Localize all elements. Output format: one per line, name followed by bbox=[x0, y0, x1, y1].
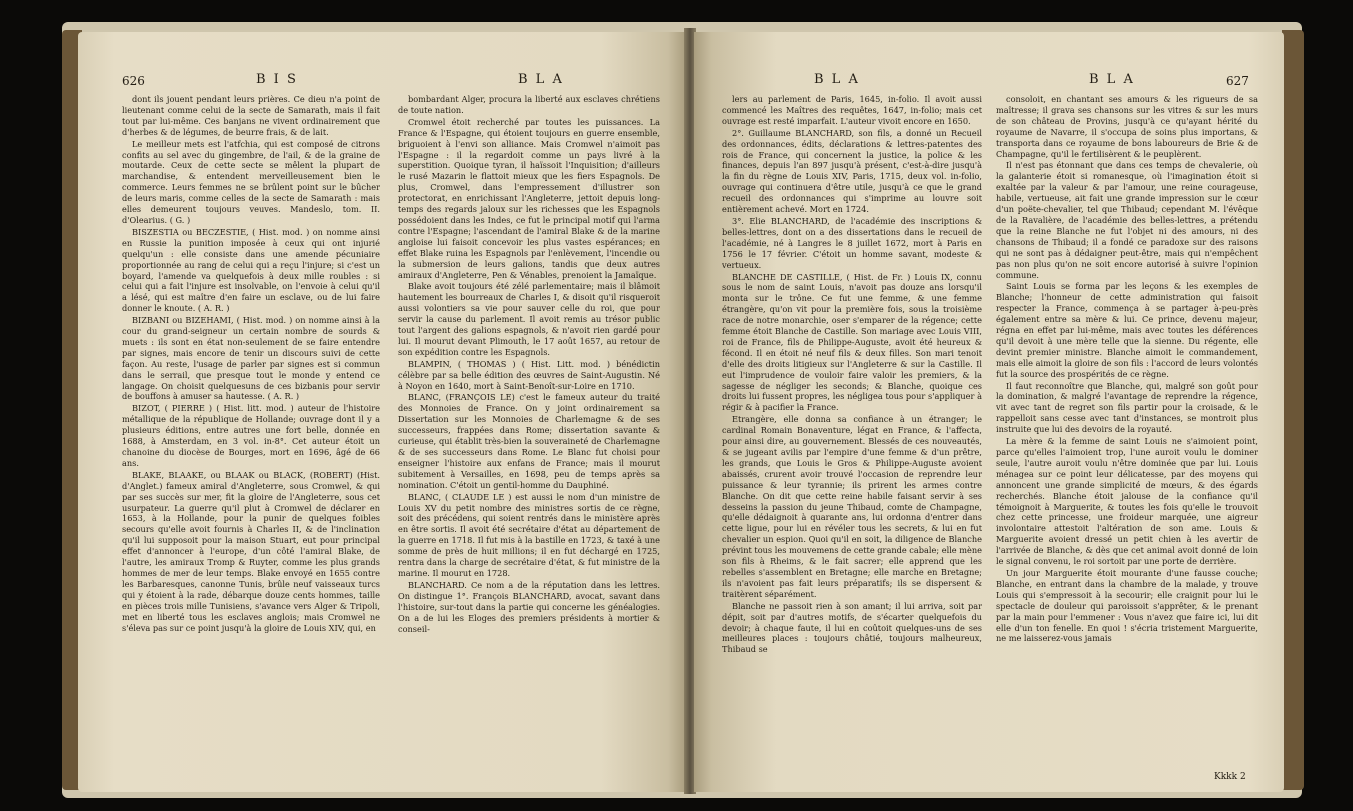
page-number-right: 627 bbox=[1226, 74, 1249, 88]
paragraph: BIZOT, ( PIERRE ) ( Hist. litt. mod. ) auteur de l'histoire métallique de la république de Hollande; ouvrage dont il y a plusieurs éditions, entre autres une fort belle, donnée en 1688, à Amsterdam, en 3 vol. in-8°. Cet auteur étoit un chanoine du diocèse de Bourges, mort en 1696, âgé de 66 ans. bbox=[122, 403, 380, 468]
running-head-left-1: B I S bbox=[256, 72, 298, 87]
left-page-column-1 bbox=[122, 94, 380, 784]
book-cover-right bbox=[1282, 30, 1304, 790]
right-page-column-1 bbox=[722, 94, 982, 784]
paragraph: Un jour Marguerite étoit mourante d'une fausse couche; Blanche, en entrant dans la chambre de la malade, y trouve Louis qui s'empressoit à la secourir; elle craignit pour lui le spectacle de douleur qui paroissoit s'apprêter, & le prenant par la main pour l'emmener : Vous n'avez que faire ici, lui dit elle d'un ton fenelle. En quoi ! s'écria tristement Marguerite, ne me laisserez-vous jamais bbox=[996, 567, 1258, 644]
paragraph: BLAKE, BLAAKE, ou BLAAK ou BLACK, (ROBERT) (Hist. d'Anglet.) fameux amiral d'Angleterre, sous Cromwel, & qui par ses succès sur mer, fit la gloire de l'Angleterre, sous cet usurpateur. La guerre qu'il plut à Cromwel de déclarer en 1653, à la Hollande, pour la punir de quelques foibles secours qu'elle avoit fournis à Charles II, & de l'inclination qu'il lui supposoit pour la maison Stuart, eut pour principal effet d'annoncer à l'europe, d'un côté l'amiral Blake, de l'autre, les amiraux Tromp & Ruyter, comme les plus grands hommes de mer de leur temps. Blake envoyé en 1655 contre les Barbaresques, canonne Tunis, brûle neuf vaisseaux turcs qui y étoient à la rade, débarque douze cents hommes, taille en pièces trois mille Tunisiens, s'avance vers Alger & Tripoli, met en liberté tous les esclaves anglois; mais Cromwel ne s'éleva pas sur ce point jusqu'à la gloire de Louis XIV, qui, en bbox=[122, 469, 380, 633]
paragraph: consoloit, en chantant ses amours & les rigueurs de sa maîtresse; il grava ses chansons sur les vitres & sur les murs de son château de Provins, jusqu'à ce qu'ayant hérité du royaume de Navarre, il s'occupa de soins plus importans, & transporta dans ce royaume de bons laboureurs de Brie & de Champagne, qu'il le fertilisèrent & le peuplèrent. bbox=[996, 94, 1258, 159]
paragraph: Le meilleur mets est l'atfchia, qui est composé de citrons confits au sel avec du gingembre, de l'ail, & de la graine de moutarde. Ceux de cette secte se mêlent la plupart de marchandise, & entendent merveilleusement bien le commerce. Leurs femmes ne se brûlent point sur le bûcher de leurs maris, comme celles de la secte de Samarath : mais elles demeurent toujours veuves. Mandeslo, tom. II. d'Olearius. ( G. ) bbox=[122, 138, 380, 225]
paragraph: Saint Louis se forma par les leçons & les exemples de Blanche; l'honneur de cette administration qui faisoit respecter la France, commença à se partager à-peu-près également entre sa mère & lui. Ce prince, devenu majeur, régna en effet par lui-même, mais avec toutes les déférences qu'il devoit à une mère telle que la sienne. Du régente, elle devint premier ministre. Blanche aimoit le commandement, mais elle aimoit la gloire de son fils : l'accord de leurs volontés fut la source des prospérités de ce règne. bbox=[996, 281, 1258, 379]
paragraph: BLANCHE DE CASTILLE, ( Hist. de Fr. ) Louis IX, connu sous le nom de saint Louis, n'avoit pas douze ans lorsqu'il monta sur le trône. Ce fut une femme, & une femme étrangère, qu'on vit pour la première fois, sous la troisième race de notre monarchie, oser s'emparer de la régence; cette femme étoit Blanche de Castille. Son mariage avec Louis VIII, roi de France, fils de Philippe-Auguste, avoit été heureux & fécond. Il en étoit né neuf fils & deux filles. Son mari tenoit d'elle des droits litigieux sur l'Angleterre & sur la Castille. Il eut l'imprudence de vouloir faire valoir les premiers, & la sagesse de négliger les seconds; & Blanche, quoique ces droits lui fussent propres, les négligea tous pour s'appliquer à régir & à pacifier la France. bbox=[722, 271, 982, 413]
signature-mark: Kkkk 2 bbox=[1214, 772, 1246, 782]
right-page bbox=[694, 32, 1284, 792]
paragraph: BIZBANI ou BIZEHAMI, ( Hist. mod. ) on nomme ainsi à la cour du grand-seigneur un certain nombre de sourds & muets : ils sont en état non-seulement de se faire entendre par signes, mais encore de tenir un discours suivi de cette façon. Au reste, l'usage de parler par signes est si commun dans le serrail, que presque tout le monde y entend ce langage. On choisit quelquesuns de ces bizbanis pour servir de bouffons à amuser sa hautesse. ( A. R. ) bbox=[122, 315, 380, 402]
paragraph: Etrangère, elle donna sa confiance à un étranger; le cardinal Romain Bonaventure, légat en France, & l'affecta, pour ainsi dire, au gouvernement. Blessés de ces nouveautés, & se jugeant avilis par l'empire d'une femme & d'un prêtre, les grands, que Louis le Gros & Philippe-Auguste avoient abaissés, crurent avoir trouvé l'occasion de reprendre leur puissance & leur tyrannie; ils prirent les armes contre Blanche. On dit que cette reine habile faisant servir à ses desseins la passion du jeune Thibaud, comte de Champagne, qu'elle dédaignoit à quarante ans, lui ordonna d'entrer dans cette ligue, pour lui en révéler tous les secrets, & lui en fut chevalier un espion. Quoi qu'il en soit, la diligence de Blanche prévint tous les mouvemens de cette grande cabale; elle mène son fils à Rheims, & le fait sacrer; elle apprend que les rebelles s'assemblent en Bretagne; elle marche en Bretagne; ils n'avoient pas fait leurs préparatifs; ils se dispersent & traitèrent séparément. bbox=[722, 414, 982, 599]
right-page-column-2 bbox=[996, 94, 1258, 784]
paragraph: Blanche ne passoit rien à son amant; il lui arriva, soit par dépit, soit par d'autres motifs, de s'écarter quelquefois du devoir; à chaque faute, il lui en coûtoit quelques-uns de ses meilleures places : toujours châtié, toujours malheureux, Thibaud se bbox=[722, 600, 982, 655]
paragraph: BLAMPIN, ( THOMAS ) ( Hist. Litt. mod. ) bénédictin célèbre par sa belle édition des œuvres de Saint-Augustin. Né à Noyon en 1640, mort à Saint-Benoît-sur-Loire en 1710. bbox=[398, 358, 660, 391]
left-page-column-2 bbox=[398, 94, 660, 784]
running-head-left-2: B L A bbox=[518, 72, 564, 87]
running-head-right-2: B L A bbox=[1089, 72, 1135, 87]
paragraph: 3°. Elie BLANCHARD, de l'académie des inscriptions & belles-lettres, dont on a des dissertations dans le recueil de l'académie, né à Langres le 8 juillet 1672, mort à Paris en 1756 le 17 février. C'étoit un homme savant, modeste & vertueux. bbox=[722, 215, 982, 270]
paragraph: lers au parlement de Paris, 1645, in-folio. Il avoit aussi commencé les Maîtres des requêtes, 1647, in-folio; mais cet ouvrage est resté imparfait. L'auteur vivoit encore en 1650. bbox=[722, 94, 982, 126]
left-page bbox=[78, 32, 686, 792]
paragraph: 2°. Guillaume BLANCHARD, son fils, a donné un Recueil des ordonnances, édits, déclarations & lettres-patentes des rois de France, qui concernent la justice, la police & les finances, depuis l'an 897 jusqu'à présent, c'est-à-dire jusqu'à la fin du règne de Louis XIV, Paris, 1715, deux vol. in-folio, ouvrage qui continuera d'être utile, jusqu'à ce que le grand recueil des ordonnances qui s'imprime au louvre soit entièrement achevé. Mort en 1724. bbox=[722, 127, 982, 215]
paragraph: BLANCHARD. Ce nom a de la réputation dans les lettres. On distingue 1°. François BLANCHARD, avocat, savant dans l'histoire, sur-tout dans la partie qui concerne les généalogies. On a de lui les Eloges des premiers présidents à mortier & conseil- bbox=[398, 579, 660, 634]
paragraph: BISZESTIA ou BECZESTIE, ( Hist. mod. ) on nomme ainsi en Russie la punition imposée à ceux qui ont injurié quelqu'un : elle consiste dans une amende pécuniaire proportionnée au rang de celui qui a reçu l'injure; si c'est un boyard, l'amende va quelquefois à deux mille roubles : si celui qui a fait l'injure est insolvable, on l'envoie à celui qu'il a lésé, qui est maître d'en faire un esclave, ou de lui faire donner le knoute. ( A. R. ) bbox=[122, 226, 380, 314]
paragraph: Il faut reconnoître que Blanche, qui, malgré son goût pour la domination, & malgré l'avantage de reprendre la régence, vit avec tant de regret son fils partir pour la croisade, & le rappelloit sans cesse avec tant d'instances, se montroit plus instruite que lui des devoirs de la royauté. bbox=[996, 380, 1258, 435]
paragraph: BLANC, (FRANÇOIS LE) c'est le fameux auteur du traité des Monnoies de France. On y joint ordinairement sa Dissertation sur les Monnoies de Charlemagne & de ses successeurs, frappées dans Rome; dissertation savante & curieuse, qui établit très-bien la souveraineté de Charlemagne & de ses successeurs dans Rome. Le Blanc fut choisi pour enseigner l'histoire aux enfans de France; mais il mourut subitement à Versailles, en 1698, peu de temps après sa nomination. C'étoit un gentil-homme du Dauphiné. bbox=[398, 392, 660, 490]
running-head-right-1: B L A bbox=[814, 72, 860, 87]
paragraph: BLANC, ( CLAUDE LE ) est aussi le nom d'un ministre de Louis XV du petit nombre des ministres sortis de ce règne, soit des précédens, qui soient rentrés dans le ministère après en être sortis. Il avoit été secrétaire d'état au département de la guerre en 1718. Il fut mis à la bastille en 1723, & taxé à une somme de près de huit millions; il en fut déchargé en 1725, rentra dans la charge de secrétaire d'état, & fut ministre de la marine. Il mourut en 1728. bbox=[398, 491, 660, 578]
paragraph: La mère & la femme de saint Louis ne s'aimoient point, parce qu'elles l'aimoient trop, l'une auroit voulu le dominer seule, l'autre auroit voulu n'être dominée que par lui. Louis ménagea sur ce point leur délicatesse, par des moyens qui annoncent une grande simplicité de mœurs, & des égards recherchés. Blanche étoit jalouse de la confiance qu'il témoignoit à Marguerite, & toutes les fois qu'elle le trouvoit chez cette princesse, une froideur marquée, une aigreur involontaire attestoit l'altération de son ame. Louis & Marguerite avoient dressé un petit chien à les avertir de l'arrivée de Blanche, & dès que cet animal avoit donné de loin le signal convenu, le roi sortoit par une porte de derrière. bbox=[996, 436, 1258, 567]
paragraph: Cromwel étoit recherché par toutes les puissances. La France & l'Espagne, qui étoient toujours en guerre ensemble, briguoient à l'envi son alliance. Mais Cromwel n'aimoit pas l'Espagne : il la regardoit comme un pays livré à la superstition. Quoique tyran, il haïssoit l'Inquisition; d'ailleurs le rusé Mazarin le flattoit mieux que les fiers Espagnols. De plus, Cromwel, dans l'empressement d'illustrer son protectorat, en enrichissant l'Angleterre, jettoit depuis long-temps des regards jaloux sur les richesses que les Espagnols possédoient dans les Indes, ce fut le principal motif qui l'arma contre l'Espagne; l'ascendant de l'amiral Blake & de la marine angloise lui faisoit concevoir les plus vastes espérances; en effet Blake ruina les Espagnols par l'enlèvement, l'incendie ou la submersion de leurs galions, tandis que deux autres amiraux d'Angleterre, Pen & Vénables, prenoient la Jamaïque. bbox=[398, 116, 660, 280]
paragraph: Blake avoit toujours été zélé parlementaire; mais il blâmoit hautement les bourreaux de Charles I, & disoit qu'il risqueroit aussi volontiers sa vie pour sauver celle du roi, que pour servir la cause du parlement. Il avoit remis au trésor public tout l'argent des galions espagnols, & n'avoit rien gardé pour lui. Il mourut devant Plimouth, le 17 août 1657, au retour de son expédition contre les Espagnols. bbox=[398, 281, 660, 357]
page-number-left: 626 bbox=[122, 74, 145, 88]
paragraph: Il n'est pas étonnant que dans ces temps de chevalerie, où la galanterie étoit si romanesque, où l'imagination étoit si exaltée par la valeur & par l'amour, une reine courageuse, habile, vertueuse, ait fait une grande impression sur le cœur d'un poëte-chevalier, tel que Thibaud; cependant M. l'évêque de la Ravalière, de l'académie des belles-lettres, a prétendu que la reine Blanche ne fut l'objet ni des amours, ni des chansons de Thibaud; il a fondé ce paradoxe sur des raisons qui ne sont pas à dédaigner peut-être, mais qui n'empêchent pas non plus qu'on ne soit encore autorisé à suivre l'opinion commune. bbox=[996, 160, 1258, 280]
paragraph: bombardant Alger, procura la liberté aux esclaves chrétiens de toute nation. bbox=[398, 94, 660, 115]
paragraph: dont ils jouent pendant leurs prières. Ce dieu n'a point de lieutenant comme celui de la secte de Samarath, mais il fait tout par lui-même. Ces banjans ne vivent ordinairement que d'herbes & de légumes, de beurre frais, & de lait. bbox=[122, 94, 380, 137]
